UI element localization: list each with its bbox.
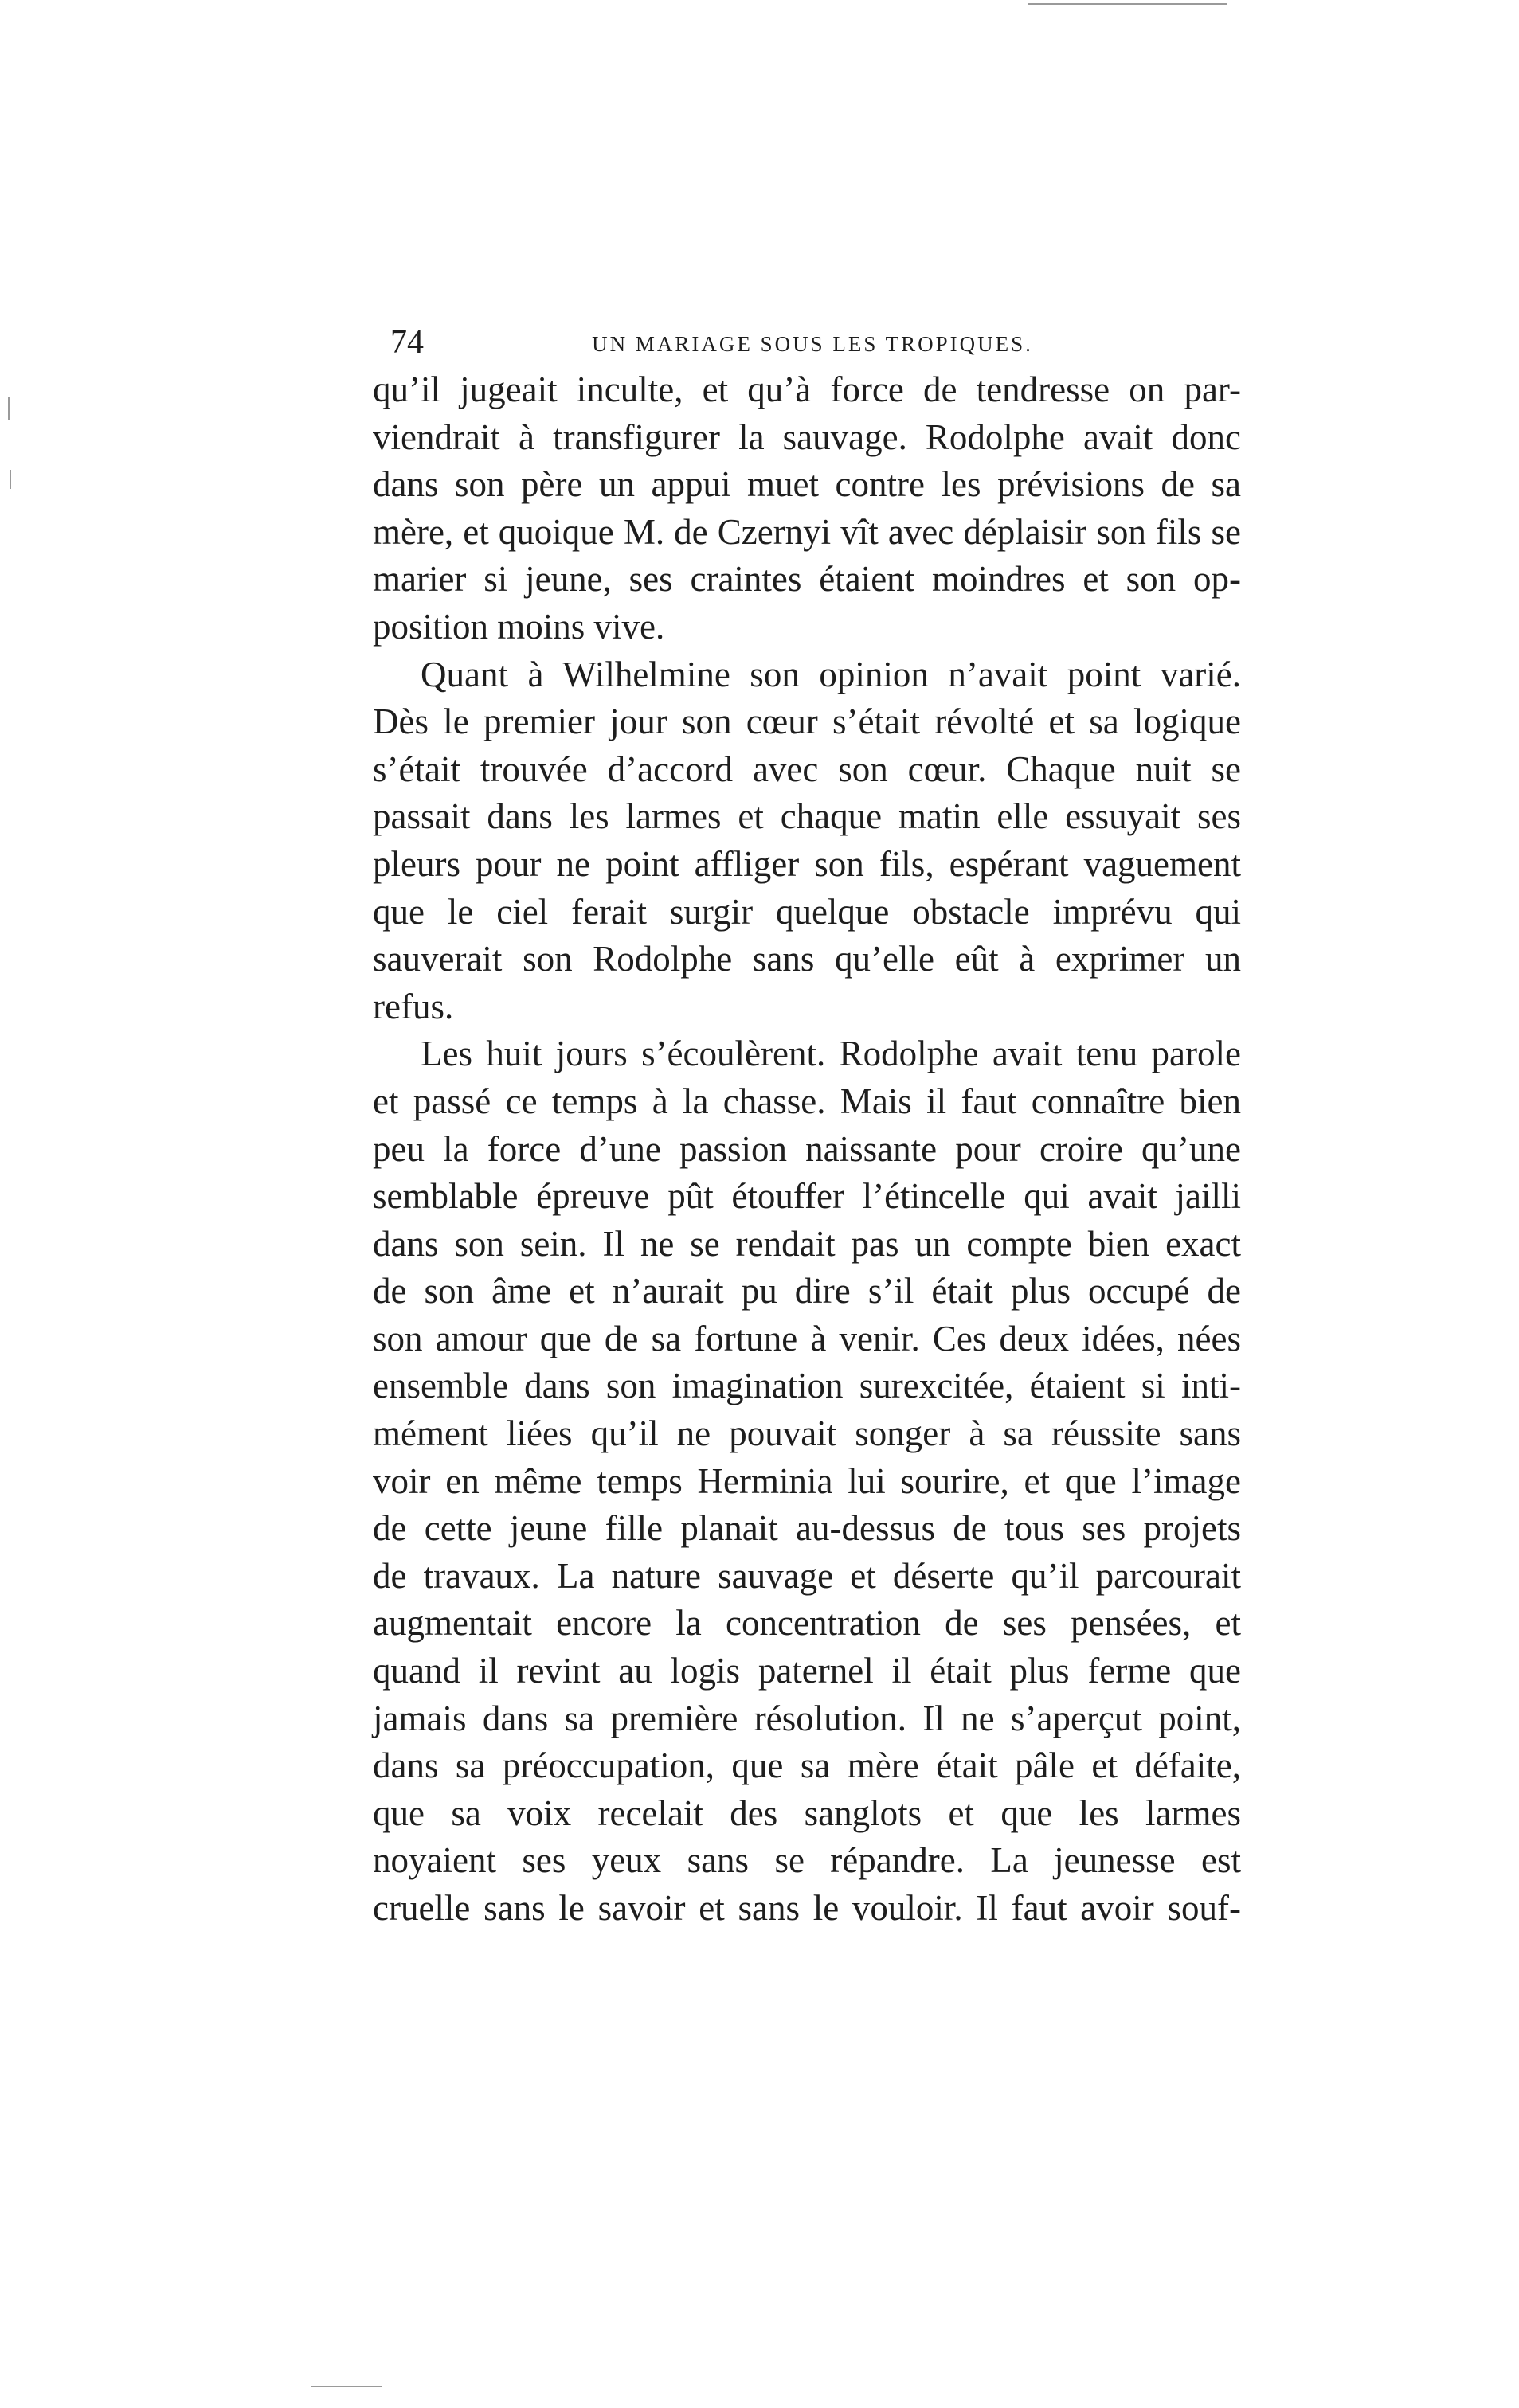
text-line: voir en même temps Herminia lui sourire, et que l’image xyxy=(373,1460,1241,1501)
body-text xyxy=(373,366,1241,1933)
scan-artifact-left-tick xyxy=(8,397,10,420)
page-number: 74 xyxy=(390,324,424,361)
text-line: passait dans les larmes et chaque matin elle essuyait ses xyxy=(373,796,1241,837)
text-line: refus. xyxy=(373,986,454,1026)
text-line: peu la force d’une passion naissante pour croire qu’une xyxy=(373,1128,1241,1169)
scan-artifact-left-tick xyxy=(10,470,11,489)
text-line: sauverait son Rodolphe sans qu’elle eût à exprimer un xyxy=(373,939,1241,979)
text-line: position moins vive. xyxy=(373,606,665,647)
text-line: quand il revint au logis paternel il était plus ferme que xyxy=(373,1651,1241,1691)
text-line: dans son père un appui muet contre les prévisions de sa xyxy=(373,464,1241,505)
running-title: UN MARIAGE SOUS LES TROPIQUES. xyxy=(592,332,1033,356)
text-line: Dès le premier jour son cœur s’était révolté et sa logique xyxy=(373,702,1241,742)
text-line: augmentait encore la concentration de ses pensées, et xyxy=(373,1603,1241,1644)
scan-artifact-bottom-rule xyxy=(311,2386,382,2387)
text-line: jamais dans sa première résolution. Il ne s’aperçut point, xyxy=(373,1698,1241,1738)
text-line: pleurs pour ne point affliger son fils, espérant vaguement xyxy=(373,843,1241,884)
text-line: ensemble dans son imagination surexcitée, étaient si inti- xyxy=(373,1366,1241,1406)
text-line: cruelle sans le savoir et sans le vouloir. Il faut avoir souf- xyxy=(373,1888,1241,1928)
text-line: son amour que de sa fortune à venir. Ces deux idées, nées xyxy=(373,1318,1241,1358)
text-line: s’était trouvée d’accord avec son cœur. Chaque nuit se xyxy=(373,749,1241,789)
text-line: dans sa préoccupation, que sa mère était pâle et défaite, xyxy=(373,1745,1241,1786)
text-line: Quant à Wilhelmine son opinion n’avait point varié. xyxy=(421,654,1241,694)
text-line: que le ciel ferait surgir quelque obstacle imprévu qui xyxy=(373,891,1241,932)
text-line: noyaient ses yeux sans se répandre. La jeunesse est xyxy=(373,1840,1241,1881)
text-line: que sa voix recelait des sanglots et que les larmes xyxy=(373,1792,1241,1833)
paragraph xyxy=(373,1030,1241,1932)
text-line: qu’il jugeait inculte, et qu’à force de tendresse on par- xyxy=(373,369,1241,409)
text-line: de travaux. La nature sauvage et déserte qu’il parcourait xyxy=(373,1555,1241,1596)
text-line: de son âme et n’aurait pu dire s’il était plus occupé de xyxy=(373,1271,1241,1312)
text-line: viendrait à transfigurer la sauvage. Rodolphe avait donc xyxy=(373,416,1241,457)
text-line: et passé ce temps à la chasse. Mais il faut connaître bien xyxy=(373,1081,1241,1121)
text-line: marier si jeune, ses craintes étaient moindres et son op- xyxy=(373,559,1241,600)
text-line: mément liées qu’il ne pouvait songer à sa réussite sans xyxy=(373,1413,1241,1454)
running-header xyxy=(390,319,1235,366)
paragraph xyxy=(373,651,1241,1031)
text-line: mère, et quoique M. de Czernyi vît avec déplaisir son fils se xyxy=(373,511,1241,552)
text-line: dans son sein. Il ne se rendait pas un compte bien exact xyxy=(373,1223,1241,1264)
paragraph xyxy=(373,366,1241,651)
text-line: Les huit jours s’écoulèrent. Rodolphe avait tenu parole xyxy=(421,1034,1241,1074)
text-line: de cette jeune fille planait au-dessus de tous ses projets xyxy=(373,1508,1241,1549)
scan-artifact-top-rule xyxy=(1028,3,1227,5)
text-line: semblable épreuve pût étouffer l’étincelle qui avait jailli xyxy=(373,1176,1241,1217)
